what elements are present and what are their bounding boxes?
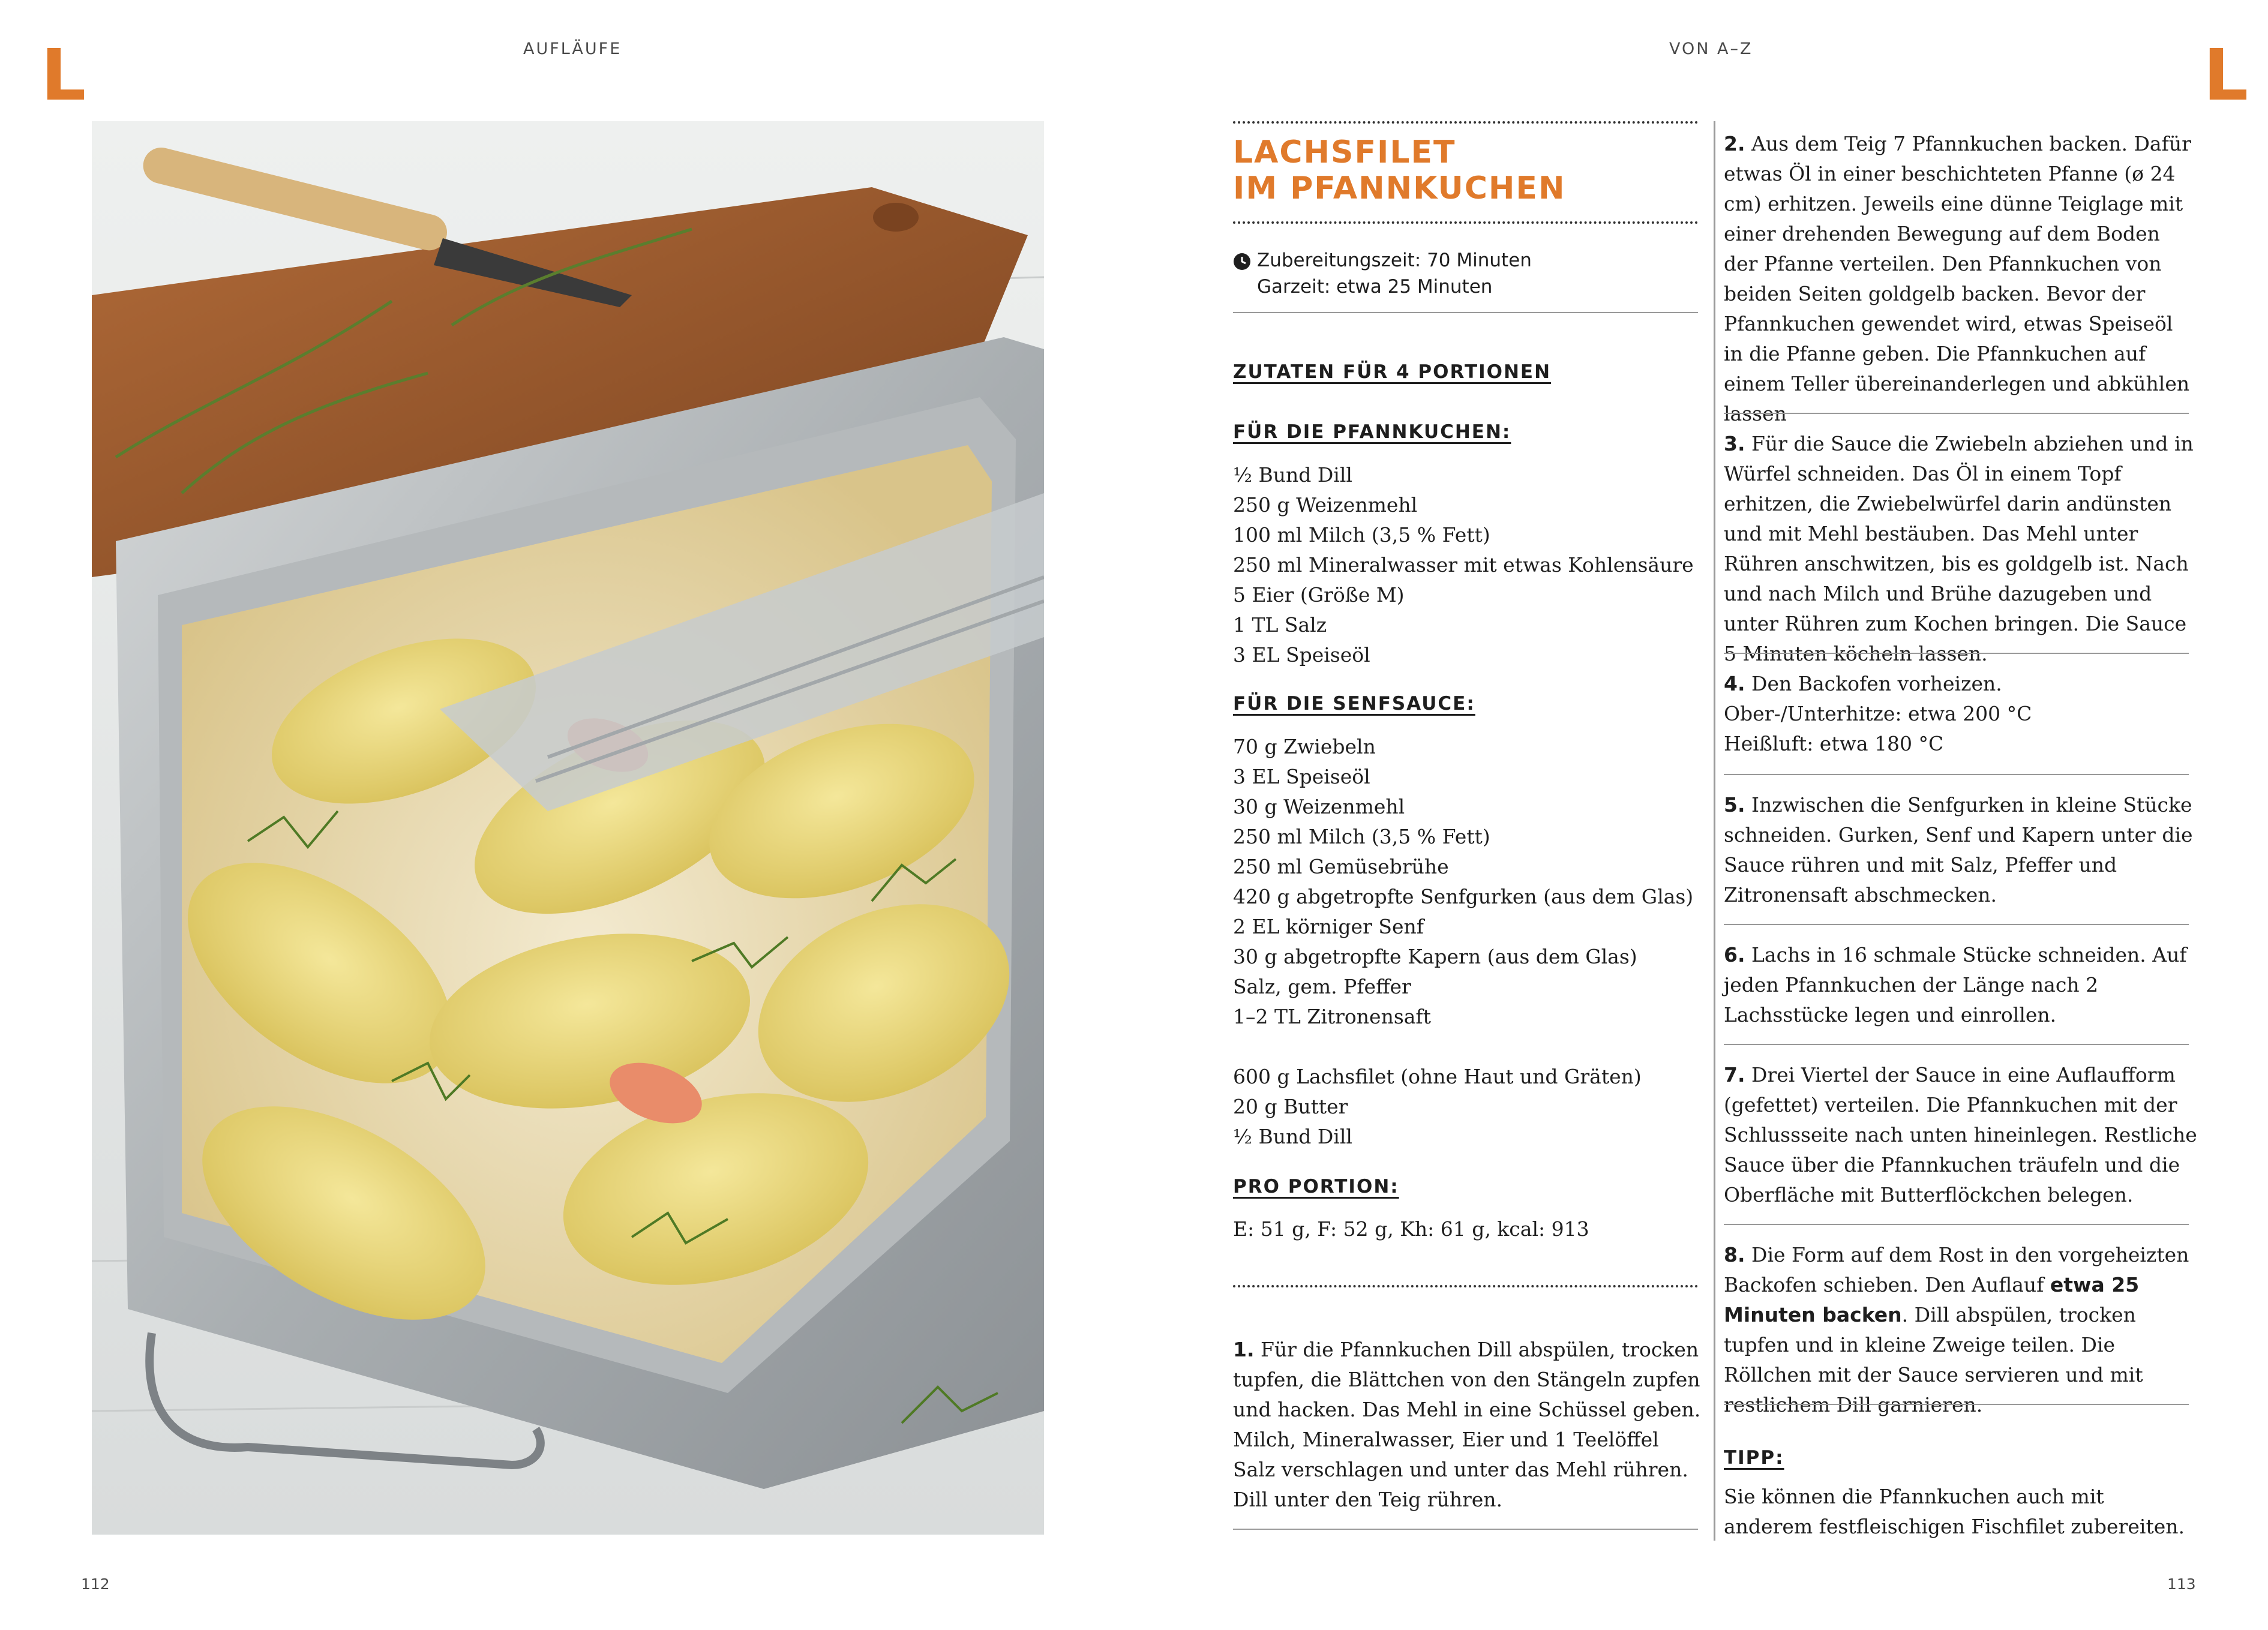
step-number: 3. — [1724, 432, 1745, 455]
ingredient-item: ½ Bund Dill — [1233, 463, 1352, 487]
step-number: 2. — [1724, 132, 1745, 155]
oven-conventional: Ober-/Unterhitze: etwa 200 °C — [1724, 702, 2032, 725]
recipe-photo — [92, 121, 1044, 1535]
solid-rule-step4 — [1724, 774, 2189, 775]
ingredient-item: 1–2 TL Zitronensaft — [1233, 1005, 1431, 1028]
dotted-rule-steps — [1233, 1285, 1698, 1287]
pancakes-heading: FÜR DIE PFANNKUCHEN: — [1233, 421, 1511, 443]
right-running-head: VON A–Z — [1669, 40, 1753, 58]
left-running-head: AUFLÄUFE — [523, 40, 622, 58]
ingredient-item: 250 ml Gemüsebrühe — [1233, 855, 1449, 878]
ingredient-item: 5 Eier (Größe M) — [1233, 583, 1405, 607]
page-number-left: 112 — [81, 1575, 110, 1593]
step-3 — [1724, 429, 2198, 669]
step-number: 6. — [1724, 943, 1745, 966]
ingredient-item: ½ Bund Dill — [1233, 1125, 1352, 1148]
page-number-right: 113 — [2167, 1575, 2196, 1593]
solid-rule-step3 — [1724, 653, 2189, 654]
ingredient-item: 3 EL Speiseöl — [1233, 643, 1370, 667]
ingredient-item: 2 EL körniger Senf — [1233, 915, 1424, 938]
portion-heading: PRO PORTION: — [1233, 1176, 1399, 1197]
step-text: Für die Pfannkuchen Dill abspülen, trocken tupfen, die Blättchen von den Stängeln zupfen und hacken. Das Mehl in eine Schüssel geben. Milch, Mineralwasser, Eier und 1 Teelöffel Salz verschlagen und unter das Mehl rühren. Dill unter den Teig rühren. — [1233, 1338, 1701, 1511]
cook-time: Garzeit: etwa 25 Minuten — [1257, 276, 1493, 298]
dotted-rule-top — [1233, 121, 1698, 124]
ingredient-item: 250 ml Milch (3,5 % Fett) — [1233, 825, 1490, 848]
pancake-ingredients — [1233, 460, 1707, 670]
step-text: . Dill abspülen, trocken tupfen und in kleine Zweige teilen. Die Röllchen mit der Sauce servieren und mit restlichem Dill garnieren. — [1724, 1303, 2143, 1416]
recipe-title-line1: LACHSFILET — [1233, 134, 1456, 170]
ingredients-heading: ZUTATEN FÜR 4 PORTIONEN — [1233, 361, 1552, 383]
solid-rule-step2 — [1724, 413, 2189, 414]
ingredient-item: 30 g abgetropfte Kapern (aus dem Glas) — [1233, 945, 1637, 968]
step-6 — [1724, 940, 2198, 1030]
step-number: 7. — [1724, 1063, 1745, 1086]
oven-convection: Heißluft: etwa 180 °C — [1724, 732, 1944, 755]
solid-rule-step5 — [1724, 924, 2189, 925]
step-bold-text: etwa 25 Minuten backen — [1724, 1273, 2140, 1326]
tip-text: Sie können die Pfannkuchen auch mit anderem festfleischigen Fischfilet zubereiten. — [1724, 1485, 2185, 1538]
ingredient-item: 20 g Butter — [1233, 1095, 1348, 1118]
column-divider — [1714, 121, 1715, 1541]
recipe-title-line2: IM PFANNKUCHEN — [1233, 170, 1566, 206]
sauce-ingredients — [1233, 732, 1707, 1032]
ingredient-item: 70 g Zwiebeln — [1233, 735, 1376, 758]
step-8 — [1724, 1240, 2198, 1420]
ingredient-item: 600 g Lachsfilet (ohne Haut und Gräten) — [1233, 1065, 1642, 1088]
step-7 — [1724, 1060, 2198, 1210]
ingredient-item: 30 g Weizenmehl — [1233, 795, 1405, 818]
portion-values: E: 51 g, F: 52 g, Kh: 61 g, kcal: 913 — [1233, 1217, 1589, 1241]
chapter-marker-right: L — [2203, 34, 2249, 116]
step-text: Inzwischen die Senfgurken in kleine Stücke schneiden. Gurken, Senf und Kapern unter die Sauce rühren und mit Salz, Pfeffer und Zitronensaft abschmecken. — [1724, 793, 2193, 906]
chapter-marker-left: L — [41, 34, 86, 116]
clock-icon — [1233, 251, 1251, 269]
fish-ingredients — [1233, 1062, 1707, 1152]
step-4 — [1724, 669, 2198, 759]
time-block — [1233, 247, 1701, 300]
step-5 — [1724, 790, 2198, 910]
solid-rule-step7 — [1724, 1224, 2189, 1225]
step-text: Den Backofen vorheizen. — [1751, 672, 2002, 695]
ingredient-item: 100 ml Milch (3,5 % Fett) — [1233, 523, 1490, 547]
dotted-rule-title — [1233, 221, 1698, 224]
solid-rule-time — [1233, 312, 1698, 313]
recipe-title — [1233, 134, 1701, 206]
ingredient-item: 1 TL Salz — [1233, 613, 1327, 637]
step-text: Die Form auf dem Rost in den vorgeheizten Backofen schieben. Den Auflauf — [1724, 1243, 2189, 1296]
step-text: Drei Viertel der Sauce in eine Auflaufform (gefettet) verteilen. Die Pfannkuchen mit der Schlussseite nach unten hineinlegen. Restliche Sauce über die Pfannkuchen träufeln und die Oberfläche mit Butterflöckchen belegen. — [1724, 1063, 2197, 1206]
step-number: 1. — [1233, 1338, 1255, 1361]
ingredient-item: 250 ml Mineralwasser mit etwas Kohlensäure — [1233, 553, 1694, 577]
step-number: 5. — [1724, 793, 1745, 816]
step-text: Für die Sauce die Zwiebeln abziehen und in Würfel schneiden. Das Öl in einem Topf erhitzen, die Zwiebelwürfel darin andünsten und mit Mehl bestäuben. Das Mehl unter Rühren anschwitzen, bis es goldgelb ist. Nach und nach Milch und Brühe dazugeben und unter Rühren zum Kochen bringen. Die Sauce 5 Minuten köcheln lassen. — [1724, 432, 2194, 665]
ingredient-item: 420 g abgetropfte Senfgurken (aus dem Glas) — [1233, 885, 1694, 908]
step-1 — [1233, 1335, 1707, 1515]
ingredient-item: 3 EL Speiseöl — [1233, 765, 1370, 788]
step-2 — [1724, 129, 2198, 429]
step-text: Lachs in 16 schmale Stücke schneiden. Auf jeden Pfannkuchen der Länge nach 2 Lachsstücke legen und einrollen. — [1724, 943, 2187, 1026]
step-number: 4. — [1724, 672, 1745, 695]
solid-rule-step1 — [1233, 1529, 1698, 1530]
solid-rule-step8 — [1724, 1404, 2189, 1405]
ingredient-item: 250 g Weizenmehl — [1233, 493, 1418, 517]
ingredient-item: Salz, gem. Pfeffer — [1233, 975, 1411, 998]
step-text: Aus dem Teig 7 Pfannkuchen backen. Dafür etwas Öl in einer beschichteten Pfanne (ø 24 cm) erhitzen. Jeweils eine dünne Teiglage mit einer drehenden Bewegung auf dem Boden der Pfanne verteilen. Den Pfannkuchen von beiden Seiten goldgelb backen. Bevor der Pfannkuchen gewendet wird, etwas Speiseöl in die Pfanne geben. Die Pfannkuchen auf einem Teller übereinanderlegen und abkühlen lassen — [1724, 132, 2191, 425]
prep-time: Zubereitungszeit: 70 Minuten — [1257, 250, 1532, 271]
solid-rule-step6 — [1724, 1044, 2189, 1045]
tip-heading: TIPP: — [1724, 1447, 1784, 1469]
sauce-heading: FÜR DIE SENFSAUCE: — [1233, 693, 1475, 715]
step-number: 8. — [1724, 1243, 1745, 1266]
